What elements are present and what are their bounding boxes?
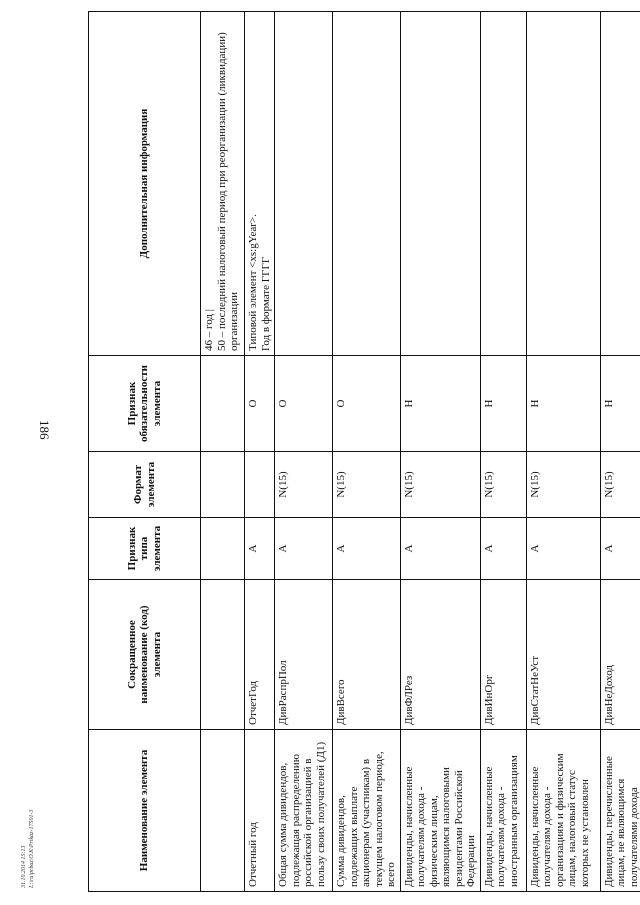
cell-type: А <box>245 518 275 580</box>
cell-code: ДивРаспрПол <box>275 580 333 730</box>
cell-name: Дивиденды, начисленные получателям дохода - физическим лицам, являющимся налоговыми резидентами Российской Федерации <box>400 730 480 892</box>
cell-code: ОтчетГод <box>245 580 275 730</box>
header-element-format: Формат элемента <box>89 452 201 518</box>
footer-file-path: L:\ru\prbaz\O.K\Prikaz-17501-3 <box>29 809 35 888</box>
footer-timestamp: 31.10.2014 15:13 <box>21 845 27 888</box>
cell-name: Отчетный год <box>245 730 275 892</box>
cell-code: ДивСтатНеУст <box>526 580 600 730</box>
cell-required: О <box>275 356 333 452</box>
header-element-type: Признак типа элемента <box>89 518 201 580</box>
cell-required <box>201 356 245 452</box>
cell-name: Сумма дивидендов, подлежащих выплате акционерам (участникам) в текущем налоговом периоде, всего <box>333 730 401 892</box>
cell-name: Дивиденды, перечисленные лицам, не являющимся получателями дохода <box>600 730 640 892</box>
cell-code: ДивНеДоход <box>600 580 640 730</box>
table-row <box>275 12 333 892</box>
cell-format <box>201 452 245 518</box>
cell-info <box>600 12 640 356</box>
cell-required: Н <box>600 356 640 452</box>
table-container <box>88 12 640 892</box>
cell-required: Н <box>400 356 480 452</box>
table-row <box>245 12 275 892</box>
cell-format: N(15) <box>480 452 526 518</box>
cell-required: Н <box>526 356 600 452</box>
table-row <box>201 12 245 892</box>
cell-type <box>201 518 245 580</box>
page-number: 186 <box>37 420 52 440</box>
cell-format: N(15) <box>400 452 480 518</box>
header-element-name: Наименование элемента <box>89 730 201 892</box>
cell-format: N(15) <box>333 452 401 518</box>
header-element-code: Сокращенное наименование (код) элемента <box>89 580 201 730</box>
cell-format <box>245 452 275 518</box>
cell-required: Н <box>480 356 526 452</box>
cell-name: Общая сумма дивидендов, подлежащая распределению российской организацией в пользу своих получателей (Д1) <box>275 730 333 892</box>
cell-required: О <box>333 356 401 452</box>
cell-info: 46 – год | 50 – последний налоговый период при реорганизации (ликвидации) организации <box>201 12 245 356</box>
cell-name: Дивиденды, начисленные получателям дохода - организациям и физическим лицам, налоговый статус которых не установлен <box>526 730 600 892</box>
cell-type: А <box>526 518 600 580</box>
cell-info: Типовой элемент <xs:gYear>. Год в формате ГГГГ <box>245 12 275 356</box>
cell-info <box>480 12 526 356</box>
table-row <box>480 12 526 892</box>
cell-info <box>275 12 333 356</box>
table-row <box>400 12 480 892</box>
cell-type: А <box>600 518 640 580</box>
header-additional-info: Дополнительная информация <box>89 12 201 356</box>
table-row <box>333 12 401 892</box>
cell-type: А <box>480 518 526 580</box>
table-header-row <box>89 12 201 892</box>
cell-info <box>400 12 480 356</box>
cell-format: N(15) <box>526 452 600 518</box>
cell-code: ДивИнОрг <box>480 580 526 730</box>
cell-type: А <box>400 518 480 580</box>
cell-code: ДивФЛРез <box>400 580 480 730</box>
cell-format: N(15) <box>600 452 640 518</box>
cell-info <box>526 12 600 356</box>
cell-name <box>201 730 245 892</box>
element-spec-table <box>88 11 640 892</box>
header-element-required: Признак обязательности элемента <box>89 356 201 452</box>
cell-code <box>201 580 245 730</box>
table-row <box>526 12 600 892</box>
cell-type: А <box>333 518 401 580</box>
cell-info <box>333 12 401 356</box>
table-row <box>600 12 640 892</box>
cell-format: N(15) <box>275 452 333 518</box>
cell-type: А <box>275 518 333 580</box>
cell-required: О <box>245 356 275 452</box>
cell-name: Дивиденды, начисленные получателям дохода - иностранным организациям <box>480 730 526 892</box>
cell-code: ДивВсего <box>333 580 401 730</box>
footer <box>20 809 36 888</box>
